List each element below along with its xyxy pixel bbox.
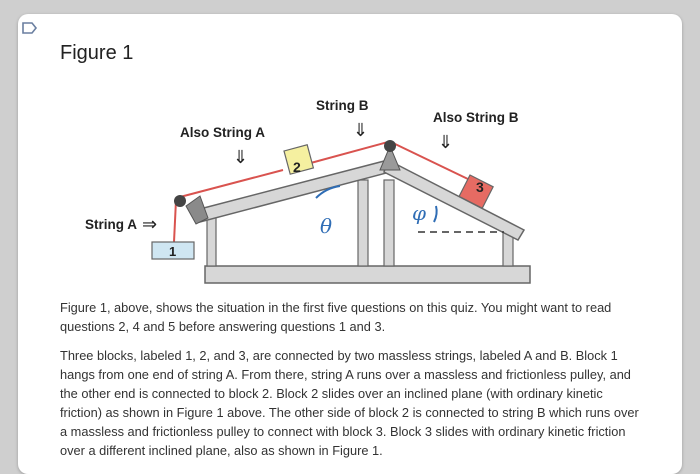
figure-title: Figure 1 [60,42,134,64]
down-arrow-string-b-top: ⇓ [353,120,369,141]
paragraph-description: Three blocks, labeled 1, 2, and 3, are connected by two massless strings, labeled A and B. Block 1 hangs from one end of string A. From there, string A runs over a massless and frictionless pulley, and the other end is connected to block 2. Block 2 slides over an inclined plane (with ordinary kinetic friction) as shown in Figure 1 above. The other side of block 2 is connected to string B which runs over a massless and frictionless pulley to connect with block 3. Block 3 slides with ordinary kinetic friction over a different inclined plane, also as shown in Figure 1. [60,348,639,458]
block-2-label: 2 [293,159,301,175]
down-arrow-also-string-b: ⇓ [438,132,454,153]
pulley-left [174,195,186,207]
string-b-left [307,142,388,164]
pulley-top [384,140,396,152]
theta-label: θ [320,214,333,238]
paragraph-intro: Figure 1, above, shows the situation in the first five questions on this quiz. You might want to read questions 2, 4 and 5 before answering questions 1 and 3. [60,300,612,334]
label-string-a-side: String A [85,217,137,232]
label-string-b-top: String B [316,98,369,113]
support-middle-left [358,180,368,266]
support-middle-right [384,180,394,266]
support-left [207,216,216,266]
block-3-label: 3 [476,179,484,195]
label-also-string-b: Also String B [433,110,519,125]
string-a-vertical [174,200,176,242]
phi-arc [434,206,437,222]
label-also-string-a: Also String A [180,125,266,140]
down-arrow-also-string-a: ⇓ [233,147,249,168]
block-1-label: 1 [169,244,177,259]
phi-label: φ [412,201,427,225]
pulley-mount-left [186,196,208,224]
ground [205,266,530,283]
right-arrow-string-a: ⇒ [142,214,158,235]
